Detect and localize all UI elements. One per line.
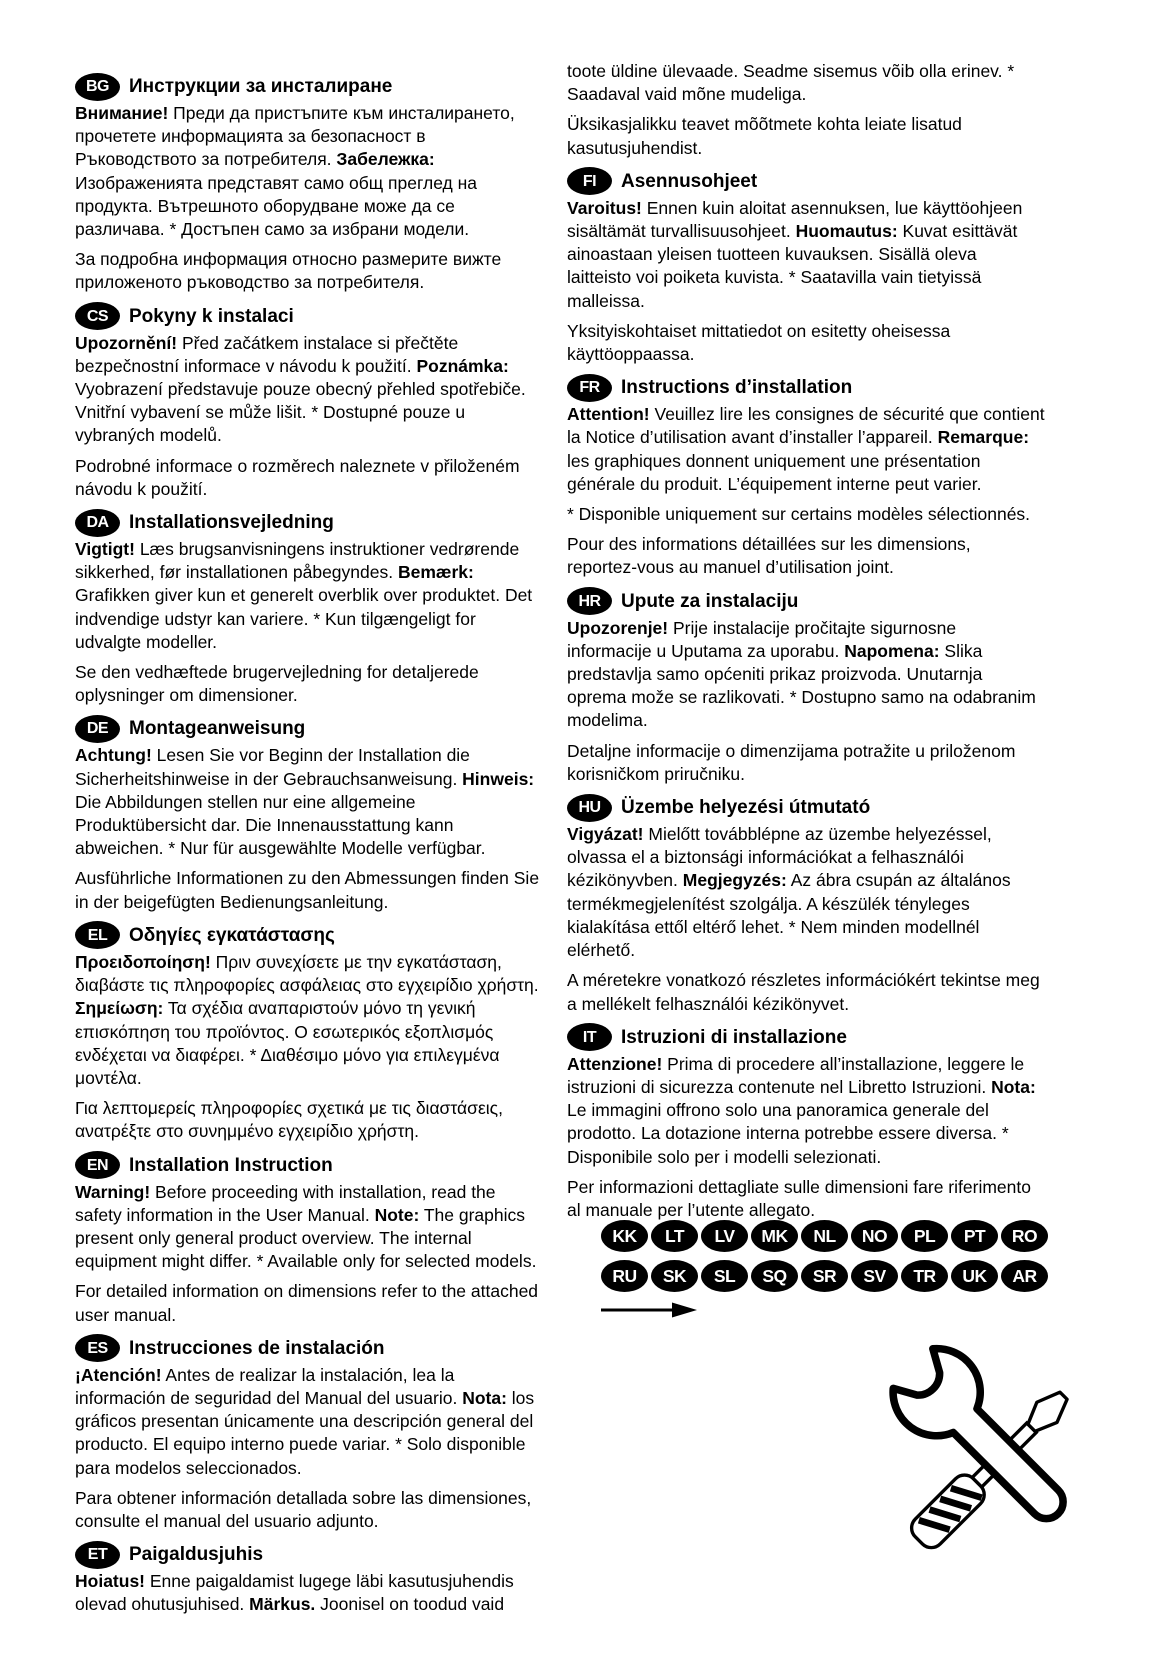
lang-badge-sr: SR <box>801 1260 848 1292</box>
section-bg <box>75 72 545 295</box>
lang-badge-sl: SL <box>701 1260 748 1292</box>
lang-badge-ru: RU <box>601 1260 648 1292</box>
section-heading <box>75 1334 545 1363</box>
section-paragraph: Για λεπτομερείς πληροφορίες σχετικά με τις διαστάσεις, ανατρέξτε στο συνημμένο εγχειρίδιο χρήστη. <box>75 1098 503 1142</box>
section-paragraph: For detailed information on dimensions refer to the attached user manual. <box>75 1281 539 1325</box>
section-paragraph: Upozorenje! Prije instalacije pročitajte sigurnosne informacije u Uputama za uporabu. Napomena: Slika predstavlja samo općeniti prikaz proizvoda. Unutarnja oprema može se razlikovati. * Dostupno samo na odabranim modelima. <box>567 617 1036 731</box>
section-paragraph: toote üldine ülevaade. Seadme sisemus võib olla erinev. * Saadaval vaid mõne mudeliga. <box>567 61 1015 105</box>
section-et <box>75 1540 545 1616</box>
section-title: Installation Instruction <box>129 1154 333 1176</box>
section-heading <box>75 1540 545 1569</box>
lang-badge-et: ET <box>75 1541 120 1569</box>
section-da <box>75 508 545 707</box>
section-paragraph: Attenzione! Prima di procedere all’installazione, leggere le istruzioni di sicurezza contenute nel Libretto Istruzioni. Nota: Le immagini offrono solo una panoramica generale del prodotto. La dotazione interna potrebbe essere diversa. * Disponibile solo per i modelli selezionati. <box>567 1053 1036 1167</box>
section-fi <box>567 167 1045 366</box>
section-paragraph: Attention! Veuillez lire les consignes de sécurité que contient la Notice d’utilisation avant d’installer l’appareil. Remarque: les graphiques donnent uniquement une présentation générale du produit. L’équipement interne peut varier. <box>567 404 1045 494</box>
section-title: Üzembe helyezési útmutató <box>621 797 871 819</box>
section-heading <box>75 302 545 331</box>
section-paragraph: Para obtener información detallada sobre las dimensiones, consulte el manual del usuario adjunto. <box>75 1487 532 1531</box>
section-paragraph: Podrobné informace o rozměrech naleznete v přiloženém návodu k použití. <box>75 455 520 499</box>
section-heading <box>567 167 1045 196</box>
section-heading <box>75 921 545 950</box>
section-paragraph: Detaljne informacije o dimenzijama potražite u priloženom korisničkom priručniku. <box>567 740 1016 784</box>
section-title: Οδηγίες εγκατάστασης <box>129 924 335 946</box>
section-de <box>75 714 545 913</box>
lang-badge-de: DE <box>75 715 120 743</box>
lang-badge-mk: MK <box>751 1220 798 1252</box>
section-paragraph: Vigyázat! Mielőtt továbblépne az üzembe helyezéssel, olvassa el a biztonsági információkat a felhasználói kézikönyvben. Megjegyzés: Az ábra csupán az általános termékmegjelenítést szolgálja. A készülék tényleges kialakítása ettől eltérő lehet. * Nem minden modellnél elérhető. <box>567 824 1011 961</box>
section-title: Upute za instalaciju <box>621 590 799 612</box>
section-heading <box>567 793 1045 822</box>
language-code-row <box>601 1260 1048 1292</box>
section-title: Installationsvejledning <box>129 512 334 534</box>
lang-badge-lv: LV <box>701 1220 748 1252</box>
language-code-grid <box>601 1220 1048 1300</box>
lang-badge-bg: BG <box>75 73 120 101</box>
right-arrow-icon <box>600 1301 700 1324</box>
section-paragraph: Hoiatus! Enne paigaldamist lugege läbi kasutusjuhendis olevad ohutusjuhised. Märkus. Joonisel on toodud vaid <box>75 1571 514 1615</box>
section-paragraph: Varoitus! Ennen kuin aloitat asennuksen, lue käyttöohjeen sisältämät turvallisuusohjeet. Huomautus: Kuvat esittävät ainoastaan yleisen tuotteen kuvauksen. Sisällä oleva laitteisto voi poiketa kuvista. * Saatavilla vain tietyissä malleissa. <box>567 197 1023 311</box>
section-paragraph: Yksityiskohtaiset mittatiedot on esitetty oheisessa käyttöoppaassa. <box>567 320 951 365</box>
section-title: Инструкции за инсталиране <box>129 76 393 97</box>
section-paragraph: A méretekre vonatkozó részletes információkért tekintse meg a mellékelt felhasználói kézikönyvet. <box>567 970 1040 1014</box>
lang-badge-no: NO <box>851 1220 898 1252</box>
section-heading <box>75 1151 545 1180</box>
lang-badge-kk: KK <box>601 1220 648 1252</box>
section-title: Instrucciones de instalación <box>129 1337 385 1359</box>
section-heading <box>567 587 1045 616</box>
section-fr <box>567 373 1045 579</box>
lang-badge-it: IT <box>567 1023 612 1051</box>
lang-badge-cs: CS <box>75 302 120 330</box>
language-code-row <box>601 1220 1048 1252</box>
section-heading <box>567 373 1045 402</box>
section-it <box>567 1023 1045 1222</box>
lang-badge-tr: TR <box>901 1260 948 1292</box>
lang-badge-uk: UK <box>951 1260 998 1292</box>
section-heading <box>75 72 545 101</box>
lang-badge-nl: NL <box>801 1220 848 1252</box>
section-paragraph: За подробна информация относно размерите вижте приложеното ръководство за потребителя. <box>75 249 502 293</box>
section-paragraph: ¡Atención! Antes de realizar la instalación, lea la información de seguridad del Manual del usuario. Nota: los gráficos presentan únicamente una descripción general del producto. El equipo interno puede variar. * Solo disponible para modelos seleccionados. <box>75 1364 535 1478</box>
section-title: Pokyny k instalaci <box>129 305 294 327</box>
lang-badge-ar: AR <box>1001 1260 1048 1292</box>
lang-badge-hu: HU <box>567 794 612 822</box>
lang-badge-fi: FI <box>567 167 612 195</box>
section-el <box>75 921 545 1144</box>
lang-badge-hr: HR <box>567 587 612 615</box>
section-paragraph: Внимание! Преди да пристъпите към инсталирането, прочетете информацията за безопасност в Ръководството за потребителя. Забележка: Изображенията представят само общ преглед на продукта. Вътрешното оборудване може да се различава. * Достъпен само за избрани модели. <box>75 103 515 240</box>
section-hr <box>567 587 1045 786</box>
section-paragraph: Achtung! Lesen Sie vor Beginn der Installation die Sicherheitshinweise in der Gebrauchsanweisung. Hinweis: Die Abbildungen stellen nur eine allgemeine Produktübersicht dar. Die Innenausstattung kann abweichen. * Nur für ausgewählte Modelle verfügbar. <box>75 745 535 859</box>
section-paragraph: * Disponible uniquement sur certains modèles sélectionnés. <box>567 504 1031 525</box>
section-et-continued <box>567 60 1045 160</box>
lang-badge-el: EL <box>75 921 120 949</box>
section-title: Istruzioni di installazione <box>621 1026 847 1048</box>
section-paragraph: Per informazioni dettagliate sulle dimensioni fare riferimento al manuale per l’utente allegato. <box>567 1176 1031 1220</box>
lang-badge-sk: SK <box>651 1260 698 1292</box>
lang-badge-pl: PL <box>901 1220 948 1252</box>
lang-badge-lt: LT <box>651 1220 698 1252</box>
right-column <box>567 59 1045 1229</box>
section-title: Asennusohjeet <box>621 170 758 192</box>
lang-badge-sv: SV <box>851 1260 898 1292</box>
section-es <box>75 1334 545 1533</box>
section-en <box>75 1151 545 1327</box>
section-title: Montageanweisung <box>129 718 306 740</box>
section-title: Paigaldusjuhis <box>129 1544 264 1566</box>
section-paragraph: Pour des informations détaillées sur les dimensions, reportez-vous au manuel d’utilisation joint. <box>567 534 971 578</box>
lang-badge-es: ES <box>75 1334 120 1362</box>
left-column <box>75 72 545 1624</box>
section-heading <box>75 714 545 743</box>
section-paragraph: Vigtigt! Læs brugsanvisningens instruktioner vedrørende sikkerhed, før installationen påbegyndes. Bemærk: Grafikken giver kun et generelt overblik over produktet. Det indvendige udstyr kan variere. * Kun tilgængeligt for udvalgte modeller. <box>75 539 533 652</box>
section-paragraph: Upozornění! Před začátkem instalace si přečtěte bezpečnostní informace v návodu k použití. Poznámka: Vyobrazení představuje pouze obecný přehled spotřebiče. Vnitřní vybavení se může lišit. * Dostupné pouze u vybraných modelů. <box>75 332 526 446</box>
lang-badge-sq: SQ <box>751 1260 798 1292</box>
section-paragraph: Προειδοποίηση! Πριν συνεχίσετε με την εγκατάσταση, διαβάστε τις πληροφορίες ασφάλειας στο εγχειρίδιο χρήστη. Σημείωση: Τα σχέδια αναπαριστούν μόνο τη γενική επισκόπηση του προϊόντος. Ο εσωτερικός εξοπλισμός ενδέχεται να διαφέρει. * Διαθέσιμο μόνο για επιλεγμένα μοντέλα. <box>75 951 539 1088</box>
section-heading <box>567 1023 1045 1052</box>
section-paragraph: Ausführliche Informationen zu den Abmessungen finden Sie in der beigefügten Bedienungsanleitung. <box>75 868 540 912</box>
section-paragraph: Se den vedhæftede brugervejledning for detaljerede oplysninger om dimensioner. <box>75 662 479 706</box>
section-heading <box>75 508 545 537</box>
section-title: Instructions d’installation <box>621 377 853 399</box>
section-cs <box>75 302 545 501</box>
wrench-icon <box>884 1340 1082 1545</box>
section-hu <box>567 793 1045 1016</box>
lang-badge-da: DA <box>75 509 120 537</box>
lang-badge-en: EN <box>75 1151 120 1179</box>
section-paragraph: Üksikasjalikku teavet mõõtmete kohta leiate lisatud kasutusjuhendist. <box>567 114 962 158</box>
wrench-screwdriver-icon <box>884 1340 1082 1563</box>
lang-badge-ro: RO <box>1001 1220 1048 1252</box>
section-paragraph: Warning! Before proceeding with installation, read the safety information in the User Manual. Note: The graphics present only general product overview. The internal equipment might differ. * Available only for selected models. <box>75 1181 537 1272</box>
lang-badge-fr: FR <box>567 374 612 402</box>
lang-badge-pt: PT <box>951 1220 998 1252</box>
